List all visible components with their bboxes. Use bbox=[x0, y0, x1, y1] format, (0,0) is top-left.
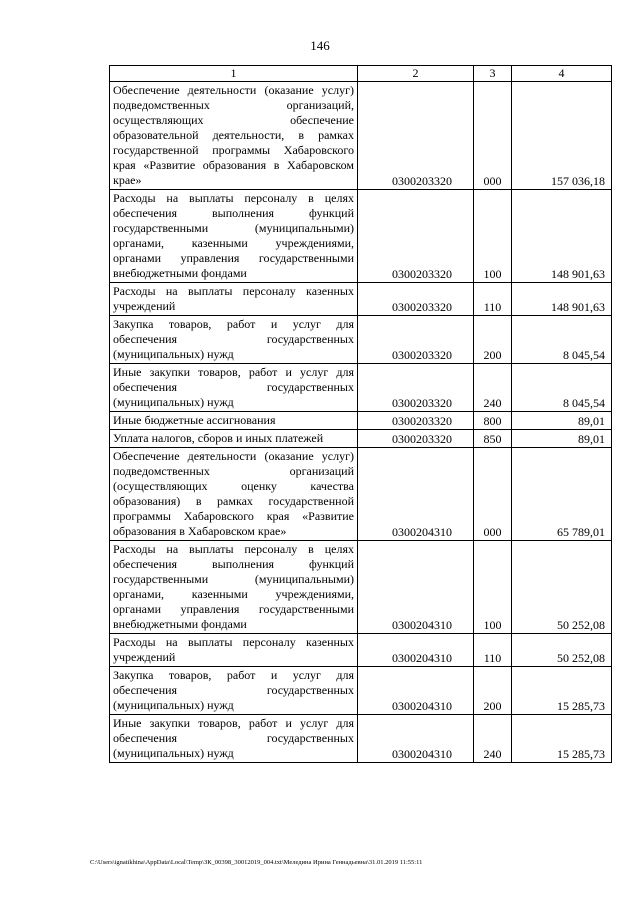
column-header-1: 1 bbox=[110, 66, 358, 82]
row-name: Обеспечение деятельности (оказание услуг) подведомственных организаций (осуществляющих оценку качества образования) в рамках государственной программы Хабаровского края «Развитие образования в Хабаровском крае» bbox=[110, 448, 358, 541]
column-header-2: 2 bbox=[358, 66, 474, 82]
table-row bbox=[110, 634, 612, 667]
table-row bbox=[110, 448, 612, 541]
column-header-3: 3 bbox=[474, 66, 512, 82]
row-name: Расходы на выплаты персоналу в целях обеспечения выполнения функций государственными (муниципальными) органами, казенными учреждениями, органами управления государственными внебюджетными фондами bbox=[110, 190, 358, 283]
header-row bbox=[110, 66, 612, 82]
row-name: Расходы на выплаты персоналу казенных учреждений bbox=[110, 283, 358, 316]
row-type: 240 bbox=[474, 364, 512, 412]
row-type: 000 bbox=[474, 448, 512, 541]
row-type: 200 bbox=[474, 316, 512, 364]
table-row bbox=[110, 364, 612, 412]
column-header-4: 4 bbox=[512, 66, 612, 82]
table-row bbox=[110, 412, 612, 430]
row-type: 800 bbox=[474, 412, 512, 430]
table-row bbox=[110, 667, 612, 715]
row-amount: 148 901,63 bbox=[512, 190, 612, 283]
row-type: 200 bbox=[474, 667, 512, 715]
row-type: 110 bbox=[474, 634, 512, 667]
budget-table bbox=[109, 65, 612, 763]
row-code: 0300204310 bbox=[358, 634, 474, 667]
row-code: 0300203320 bbox=[358, 316, 474, 364]
row-code: 0300204310 bbox=[358, 448, 474, 541]
row-code: 0300203320 bbox=[358, 430, 474, 448]
row-name: Иные закупки товаров, работ и услуг для обеспечения государственных (муниципальных) нужд bbox=[110, 364, 358, 412]
row-amount: 65 789,01 bbox=[512, 448, 612, 541]
row-name: Уплата налогов, сборов и иных платежей bbox=[110, 430, 358, 448]
row-type: 110 bbox=[474, 283, 512, 316]
row-name: Расходы на выплаты персоналу казенных учреждений bbox=[110, 634, 358, 667]
row-amount: 157 036,18 bbox=[512, 82, 612, 190]
table-row bbox=[110, 541, 612, 634]
row-amount: 50 252,08 bbox=[512, 634, 612, 667]
row-name: Иные закупки товаров, работ и услуг для обеспечения государственных (муниципальных) нужд bbox=[110, 715, 358, 763]
row-type: 100 bbox=[474, 190, 512, 283]
row-name: Закупка товаров, работ и услуг для обеспечения государственных (муниципальных) нужд bbox=[110, 316, 358, 364]
table-row bbox=[110, 190, 612, 283]
table-row bbox=[110, 82, 612, 190]
row-code: 0300204310 bbox=[358, 667, 474, 715]
row-code: 0300203320 bbox=[358, 364, 474, 412]
row-code: 0300203320 bbox=[358, 82, 474, 190]
row-type: 100 bbox=[474, 541, 512, 634]
table-row bbox=[110, 430, 612, 448]
row-code: 0300204310 bbox=[358, 541, 474, 634]
row-amount: 148 901,63 bbox=[512, 283, 612, 316]
row-name: Иные бюджетные ассигнования bbox=[110, 412, 358, 430]
row-code: 0300203320 bbox=[358, 412, 474, 430]
row-amount: 15 285,73 bbox=[512, 715, 612, 763]
row-code: 0300203320 bbox=[358, 283, 474, 316]
table-row bbox=[110, 316, 612, 364]
table-row bbox=[110, 715, 612, 763]
table-row bbox=[110, 283, 612, 316]
row-name: Расходы на выплаты персоналу в целях обеспечения выполнения функций государственными (муниципальными) органами, казенными учреждениями, органами управления государственными внебюджетными фондами bbox=[110, 541, 358, 634]
row-amount: 8 045,54 bbox=[512, 364, 612, 412]
row-amount: 50 252,08 bbox=[512, 541, 612, 634]
row-amount: 15 285,73 bbox=[512, 667, 612, 715]
row-type: 850 bbox=[474, 430, 512, 448]
row-name: Закупка товаров, работ и услуг для обеспечения государственных (муниципальных) нужд bbox=[110, 667, 358, 715]
row-amount: 8 045,54 bbox=[512, 316, 612, 364]
row-code: 0300203320 bbox=[358, 190, 474, 283]
row-name: Обеспечение деятельности (оказание услуг) подведомственных организаций, осуществляющих обеспечение образовательной деятельности, в рамках государственной программы Хабаровского края «Развитие образования в Хабаровском крае» bbox=[110, 82, 358, 190]
page-number: 146 bbox=[310, 38, 330, 53]
file-path-footer: C:\Users\ignatikhina\AppData\Local\Temp\ЗК_00398_30012019_004.txt\Меледина Ирина Геннадьевна\31.01.2019 11:55:11 bbox=[90, 859, 423, 866]
row-amount: 89,01 bbox=[512, 430, 612, 448]
row-type: 240 bbox=[474, 715, 512, 763]
row-type: 000 bbox=[474, 82, 512, 190]
row-amount: 89,01 bbox=[512, 412, 612, 430]
row-code: 0300204310 bbox=[358, 715, 474, 763]
